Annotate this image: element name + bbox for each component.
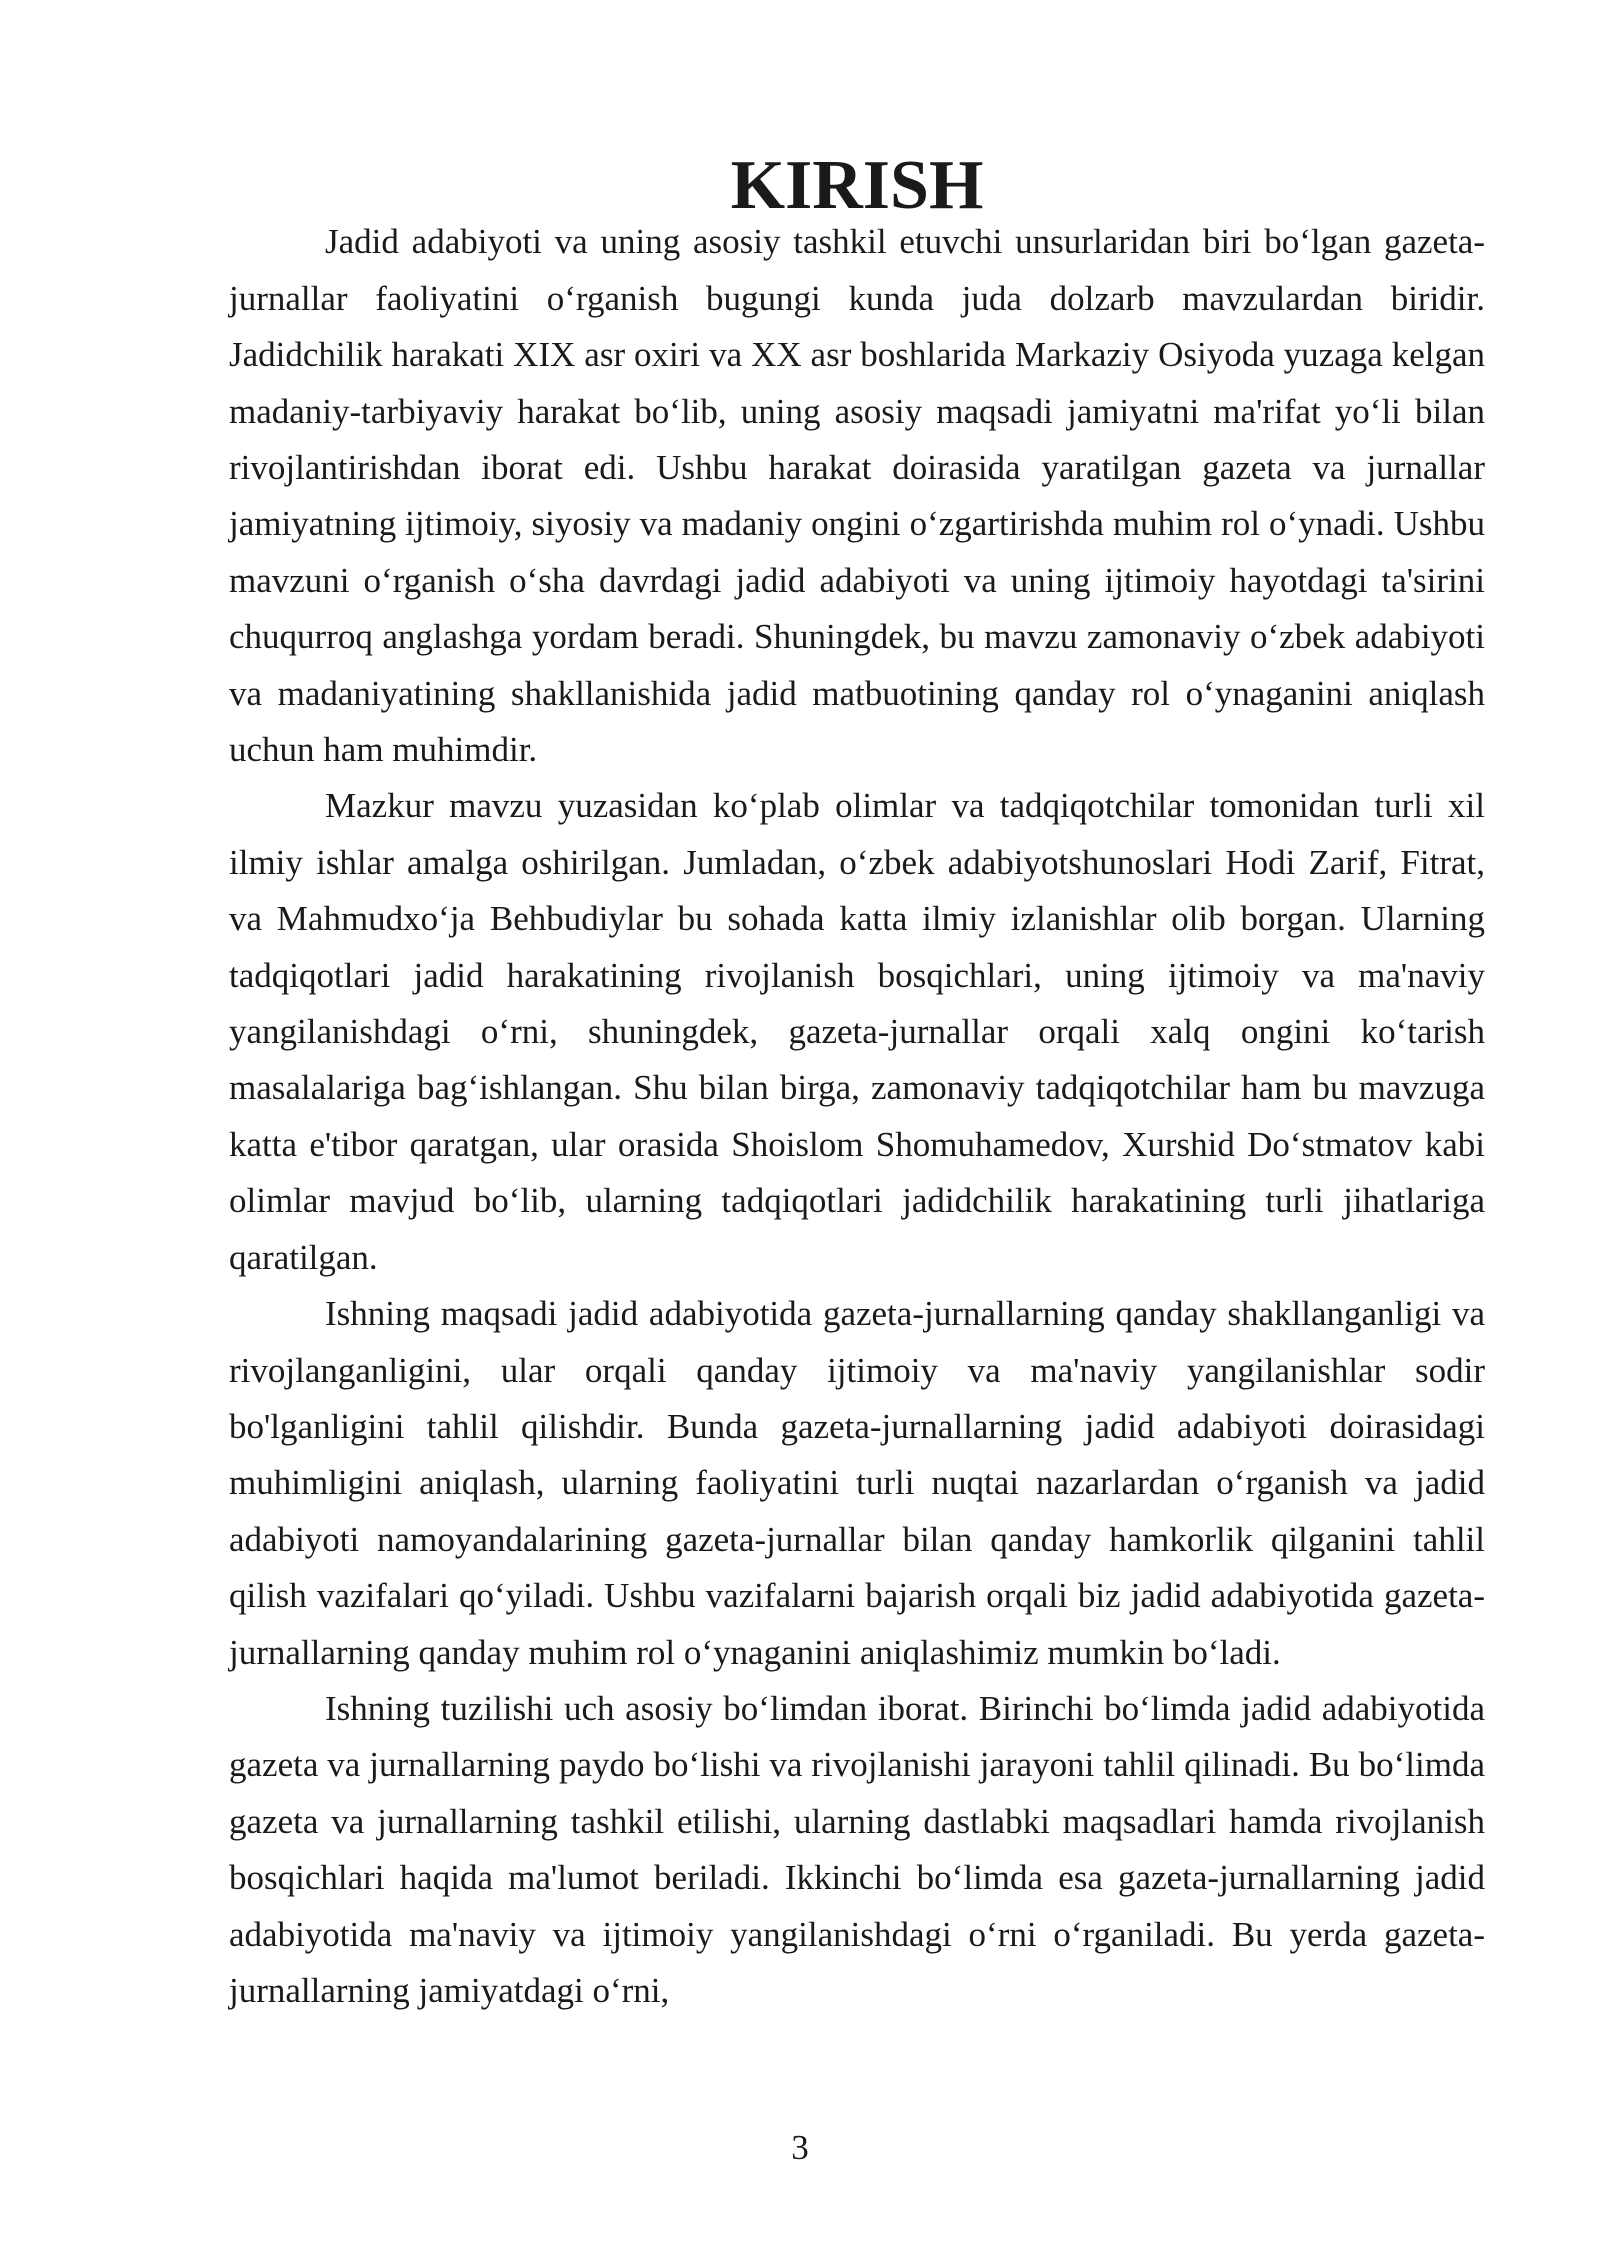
page-title: KIRISH [730, 147, 984, 224]
page-content [229, 147, 1485, 2019]
paragraph-4: Ishning tuzilishi uch asosiy bo‘limdan iborat. Birinchi bo‘limda jadid adabiyotida gazeta va jurnallarning paydo bo‘lishi va rivojlanishi jarayoni tahlil qilinadi. Bu bo‘limda gazeta va jurnallarning tashkil etilishi, ularning dastlabki maqsadlari hamda rivojlanish bosqichlari haqida ma'lumot beriladi. Ikkinchi bo‘limda esa gazeta-jurnallarning jadid adabiyotida ma'naviy va ijtimoiy yangilanishdagi o‘rni o‘rganiladi. Bu yerda gazeta-jurnallarning jamiyatdagi o‘rni, [229, 1688, 1485, 2010]
paragraph-2: Mazkur mavzu yuzasidan ko‘plab olimlar va tadqiqotchilar tomonidan turli xil ilmiy ishlar amalga oshirilgan. Jumladan, o‘zbek adabiyotshunoslari Hodi Zarif, Fitrat, va Mahmudxo‘ja Behbudiylar bu sohada katta ilmiy izlanishlar olib borgan. Ularning tadqiqotlari jadid harakatining rivojlanish bosqichlari, uning ijtimoiy va ma'naviy yangilanishdagi o‘rni, shuningdek, gazeta-jurnallar orqali xalq ongini ko‘tarish masalalariga bag‘ishlangan. Shu bilan birga, zamonaviy tadqiqotchilar ham bu mavzuga katta e'tibor qaratgan, ular orasida Shoislom Shomuhamedov, Xurshid Do‘stmatov kabi olimlar mavjud bo‘lib, ularning tadqiqotlari jadidchilik harakatining turli jihatlariga qaratilgan. [229, 786, 1485, 1277]
page-number: 3 [791, 2128, 809, 2167]
paragraph-1: Jadid adabiyoti va uning asosiy tashkil etuvchi unsurlaridan biri bo‘lgan gazeta-jurnallar faoliyatini o‘rganish bugungi kunda juda dolzarb mavzulardan biridir. Jadidchilik harakati XIX asr oxiri va XX asr boshlarida Markaziy Osiyoda yuzaga kelgan madaniy-tarbiyaviy harakat bo‘lib, uning asosiy maqsadi jamiyatni ma'rifat yo‘li bilan rivojlantirishdan iborat edi. Ushbu harakat doirasida yaratilgan gazeta va jurnallar jamiyatning ijtimoiy, siyosiy va madaniy ongini o‘zgartirishda muhim rol o‘ynadi. Ushbu mavzuni o‘rganish o‘sha davrdagi jadid adabiyoti va uning ijtimoiy hayotdagi ta'sirini chuqurroq anglashga yordam beradi. Shuningdek, bu mavzu zamonaviy o‘zbek adabiyoti va madaniyatining shakllanishida jadid matbuotining qanday rol o‘ynaganini aniqlash uchun ham muhimdir. [229, 222, 1485, 770]
paragraph-3: Ishning maqsadi jadid adabiyotida gazeta-jurnallarning qanday shakllanganligi va rivojlanganligini, ular orqali qanday ijtimoiy va ma'naviy yangilanishlar sodir bo'lganligini tahlil qilishdir. Bunda gazeta-jurnallarning jadid adabiyoti doirasidagi muhimligini aniqlash, ularning faoliyatini turli nuqtai nazarlardan o‘rganish va jadid adabiyoti namoyandalarining gazeta-jurnallar bilan qanday hamkorlik qilganini tahlil qilish vazifalari qo‘yiladi. Ushbu vazifalarni bajarish orqali biz jadid adabiyotida gazeta-jurnallarning qanday muhim rol o‘ynaganini aniqlashimiz mumkin bo‘ladi. [229, 1294, 1485, 1672]
